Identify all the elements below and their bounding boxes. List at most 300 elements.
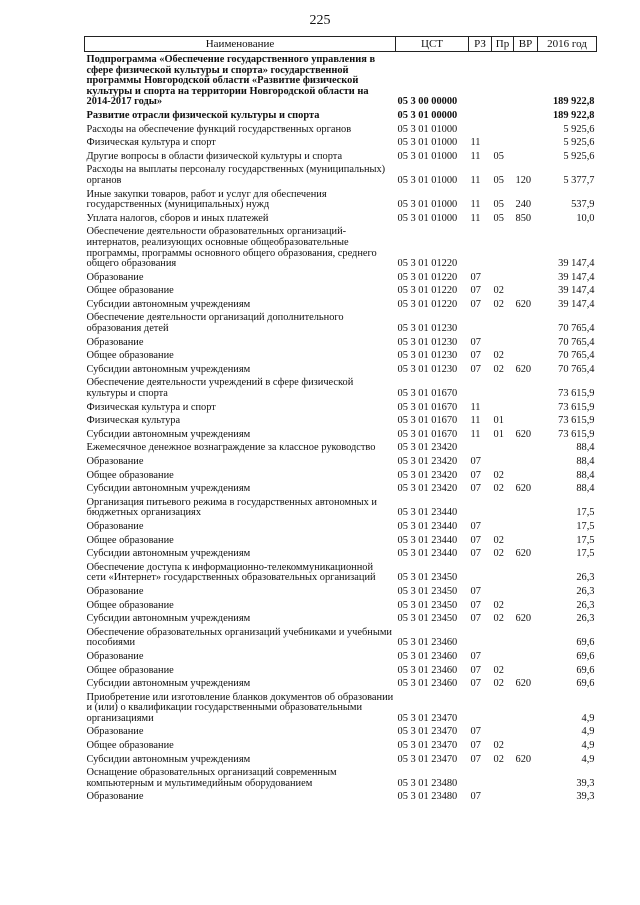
row-vr — [514, 441, 538, 455]
table-row — [85, 123, 597, 137]
row-name: Оснащение образовательных организаций современным компьютерным и мультимедийным оборудованием — [86, 767, 337, 789]
row-value: 17,5 — [576, 520, 595, 532]
row-value: 88,4 — [576, 456, 595, 467]
table-row — [85, 790, 597, 804]
row-cst: 05 3 01 23420 — [397, 456, 458, 467]
row-vr — [514, 336, 538, 350]
row-pr — [492, 496, 514, 520]
row-vr — [514, 150, 538, 164]
row-name: Ежемесячное денежное вознаграждение за классное руководство — [86, 442, 376, 454]
row-vr — [514, 455, 538, 469]
row-cst: 05 3 01 23440 — [397, 534, 458, 546]
row-rz: 07 — [470, 664, 481, 676]
row-cst: 05 3 01 23440 — [397, 520, 458, 532]
row-value: 69,6 — [576, 650, 595, 662]
row-name: Приобретение или изготовление бланков документов об образовании и (или) о квалификации государственными образовательными организациями — [86, 691, 394, 724]
table-row — [85, 626, 597, 650]
row-pr: 05 — [493, 150, 504, 162]
row-name: Уплата налогов, сборов и иных платежей — [86, 212, 269, 224]
row-cst: 05 3 01 01670 — [397, 401, 458, 413]
row-cst: 05 3 01 01220 — [397, 271, 458, 283]
row-pr: 01 — [493, 415, 504, 427]
row-vr: 240 — [515, 199, 532, 211]
header-pr: Пр — [492, 37, 514, 52]
row-cst: 05 3 01 01670 — [397, 388, 458, 400]
row-vr — [514, 790, 538, 804]
row-name: Общее образование — [86, 350, 174, 362]
row-value: 73 615,9 — [558, 401, 595, 413]
row-vr — [514, 109, 538, 123]
row-name: Общее образование — [86, 740, 174, 752]
row-value: 70 765,4 — [558, 350, 595, 362]
row-pr — [492, 626, 514, 650]
table-row — [85, 428, 597, 442]
row-value: 5 925,6 — [563, 150, 595, 162]
row-vr: 620 — [515, 613, 532, 625]
row-cst: 05 3 01 23470 — [397, 726, 458, 738]
row-pr — [492, 225, 514, 270]
row-cst: 05 3 01 23450 — [397, 585, 458, 597]
row-pr — [492, 401, 514, 415]
row-vr — [514, 225, 538, 270]
row-value: 189 922,8 — [552, 109, 595, 121]
row-vr — [514, 52, 538, 109]
row-vr — [514, 766, 538, 790]
row-value: 4,9 — [581, 740, 595, 752]
row-rz: 07 — [470, 548, 481, 560]
row-vr — [514, 349, 538, 363]
table-row — [85, 739, 597, 753]
row-pr: 02 — [493, 350, 504, 362]
row-cst: 05 3 01 01000 — [397, 123, 458, 135]
row-name: Физическая культура — [86, 415, 181, 427]
row-rz: 11 — [470, 199, 481, 211]
row-vr — [514, 739, 538, 753]
row-rz: 11 — [470, 137, 481, 149]
row-vr: 620 — [515, 548, 532, 560]
row-rz: 07 — [470, 791, 481, 803]
row-cst: 05 3 01 23450 — [397, 599, 458, 611]
row-pr — [492, 376, 514, 400]
row-value: 69,6 — [576, 664, 595, 676]
table-row — [85, 691, 597, 726]
row-rz — [469, 496, 492, 520]
row-name: Образование — [86, 271, 144, 283]
row-vr: 620 — [515, 678, 532, 690]
row-value: 73 615,9 — [558, 415, 595, 427]
row-rz — [469, 311, 492, 335]
row-rz: 11 — [470, 150, 481, 162]
row-vr — [514, 401, 538, 415]
row-rz: 07 — [470, 753, 481, 765]
row-pr: 02 — [493, 534, 504, 546]
row-value: 39 147,4 — [558, 271, 595, 283]
row-rz: 07 — [470, 585, 481, 597]
row-pr: 05 — [493, 199, 504, 211]
row-cst: 05 3 01 01000 — [397, 199, 458, 211]
row-value: 10,0 — [576, 212, 595, 224]
row-value: 88,4 — [576, 442, 595, 454]
row-value: 26,3 — [576, 585, 595, 597]
row-rz: 07 — [470, 613, 481, 625]
row-vr — [514, 534, 538, 548]
table-row — [85, 349, 597, 363]
row-cst: 05 3 01 23440 — [397, 548, 458, 560]
row-pr: 02 — [493, 363, 504, 375]
row-vr: 850 — [515, 212, 532, 224]
table-row — [85, 298, 597, 312]
row-rz — [469, 225, 492, 270]
row-cst: 05 3 01 23420 — [397, 469, 458, 481]
row-name: Обеспечение деятельности образовательных организаций-интернатов, реализующих основные общеобразовательные программы, программы основного общего образования, среднего общего образования — [86, 226, 377, 270]
row-vr — [514, 469, 538, 483]
row-value: 4,9 — [581, 753, 595, 765]
row-rz: 11 — [470, 428, 481, 440]
row-vr — [514, 414, 538, 428]
table-row — [85, 612, 597, 626]
row-pr — [492, 271, 514, 285]
table-row — [85, 401, 597, 415]
row-pr: 05 — [493, 212, 504, 224]
header-rz: РЗ — [469, 37, 492, 52]
row-cst: 05 3 01 01000 — [397, 150, 458, 162]
row-rz: 07 — [470, 740, 481, 752]
table-row — [85, 284, 597, 298]
row-value: 39 147,4 — [558, 298, 595, 310]
row-cst: 05 3 01 23470 — [397, 753, 458, 765]
header-name: Наименование — [85, 37, 396, 52]
row-pr: 02 — [493, 548, 504, 560]
row-name: Физическая культура и спорт — [86, 137, 216, 149]
row-cst: 05 3 01 01000 — [397, 174, 458, 186]
row-cst: 05 3 01 01220 — [397, 258, 458, 270]
row-vr — [514, 376, 538, 400]
row-name: Субсидии автономным учреждениям — [86, 428, 251, 440]
row-pr — [492, 691, 514, 726]
row-name: Образование — [86, 456, 144, 467]
table-row — [85, 585, 597, 599]
row-name: Субсидии автономным учреждениям — [86, 753, 251, 765]
row-value: 69,6 — [576, 678, 595, 690]
row-vr — [514, 664, 538, 678]
row-cst: 05 3 01 01230 — [397, 350, 458, 362]
row-rz: 11 — [470, 212, 481, 224]
row-rz — [469, 561, 492, 585]
row-name: Обеспечение образовательных организаций учебниками и учебными пособиями — [86, 626, 392, 649]
row-value: 5 925,6 — [563, 137, 595, 149]
row-pr — [492, 520, 514, 534]
row-vr — [514, 585, 538, 599]
row-pr: 02 — [493, 664, 504, 676]
table-row — [85, 547, 597, 561]
budget-table — [84, 36, 597, 804]
row-vr: 620 — [515, 483, 532, 495]
row-pr: 02 — [493, 678, 504, 690]
row-name: Физическая культура и спорт — [86, 401, 216, 413]
row-pr — [492, 311, 514, 335]
table-row — [85, 677, 597, 691]
table-row — [85, 650, 597, 664]
row-name: Субсидии автономным учреждениям — [86, 363, 251, 375]
row-cst: 05 3 01 00000 — [397, 109, 458, 121]
row-name: Организация питьевого режима в государственных автономных и бюджетных организациях — [86, 496, 377, 519]
row-rz: 07 — [470, 678, 481, 690]
row-vr — [514, 599, 538, 613]
row-name: Общее образование — [86, 534, 174, 546]
row-value: 26,3 — [576, 613, 595, 625]
row-value: 70 765,4 — [558, 323, 595, 335]
row-name: Субсидии автономным учреждениям — [86, 298, 251, 310]
row-value: 88,4 — [576, 469, 595, 481]
row-rz: 07 — [470, 534, 481, 546]
row-pr — [492, 123, 514, 137]
row-pr — [492, 336, 514, 350]
row-rz: 07 — [470, 520, 481, 532]
row-vr: 620 — [515, 363, 532, 375]
row-vr: 620 — [515, 428, 532, 440]
row-vr — [514, 650, 538, 664]
table-row — [85, 441, 597, 455]
row-value: 189 922,8 — [552, 96, 595, 108]
row-pr: 02 — [493, 469, 504, 481]
row-vr — [514, 271, 538, 285]
row-cst: 05 3 01 01230 — [397, 323, 458, 335]
row-rz — [469, 626, 492, 650]
row-cst: 05 3 01 23450 — [397, 613, 458, 625]
row-name: Другие вопросы в области физической культуры и спорта — [86, 150, 343, 162]
row-pr — [492, 52, 514, 109]
row-rz: 07 — [470, 483, 481, 495]
row-pr: 02 — [493, 740, 504, 752]
row-name: Общее образование — [86, 599, 174, 611]
row-cst: 05 3 01 23450 — [397, 572, 458, 584]
row-rz: 07 — [470, 350, 481, 362]
row-rz — [469, 52, 492, 109]
row-cst: 05 3 01 23470 — [397, 740, 458, 752]
row-rz — [469, 376, 492, 400]
row-cst: 05 3 01 23460 — [397, 637, 458, 649]
row-name: Субсидии автономным учреждениям — [86, 548, 251, 560]
row-name: Развитие отрасли физической культуры и спорта — [86, 109, 320, 121]
row-name: Субсидии автономным учреждениям — [86, 483, 251, 495]
row-vr — [514, 496, 538, 520]
row-cst: 05 3 00 00000 — [397, 96, 458, 108]
table-row — [85, 188, 597, 212]
table-row — [85, 136, 597, 150]
row-rz: 07 — [470, 599, 481, 611]
row-cst: 05 3 01 01230 — [397, 336, 458, 348]
row-pr: 02 — [493, 753, 504, 765]
table-row — [85, 496, 597, 520]
table-row — [85, 376, 597, 400]
table-row — [85, 311, 597, 335]
row-cst: 05 3 01 23440 — [397, 507, 458, 519]
row-pr: 01 — [493, 428, 504, 440]
header-year: 2016 год — [538, 37, 597, 52]
row-cst: 05 3 01 23460 — [397, 650, 458, 662]
row-pr: 02 — [493, 298, 504, 310]
row-pr: 05 — [493, 174, 504, 186]
row-rz: 07 — [470, 469, 481, 481]
row-pr — [492, 725, 514, 739]
row-rz: 07 — [470, 650, 481, 662]
row-pr: 02 — [493, 613, 504, 625]
row-cst: 05 3 01 01220 — [397, 285, 458, 297]
row-cst: 05 3 01 01670 — [397, 428, 458, 440]
row-name: Иные закупки товаров, работ и услуг для обеспечения государственных (муниципальных) нужд — [86, 188, 327, 211]
row-cst: 05 3 01 23420 — [397, 483, 458, 495]
row-cst: 05 3 01 23480 — [397, 791, 458, 803]
table-header-row — [85, 37, 597, 52]
row-rz: 07 — [470, 298, 481, 310]
row-value: 26,3 — [576, 572, 595, 584]
table-row — [85, 469, 597, 483]
table-row — [85, 482, 597, 496]
row-pr — [492, 650, 514, 664]
row-rz: 07 — [470, 726, 481, 738]
row-pr — [492, 136, 514, 150]
row-name: Образование — [86, 520, 144, 532]
table-row — [85, 271, 597, 285]
row-value: 88,4 — [576, 483, 595, 495]
row-pr: 02 — [493, 599, 504, 611]
table-row — [85, 163, 597, 187]
row-value: 17,5 — [576, 507, 595, 519]
table-row — [85, 520, 597, 534]
row-value: 73 615,9 — [558, 388, 595, 400]
row-rz — [469, 123, 492, 137]
row-rz — [469, 441, 492, 455]
row-cst: 05 3 01 01220 — [397, 298, 458, 310]
row-value: 39,3 — [576, 777, 595, 789]
row-cst: 05 3 01 23420 — [397, 442, 458, 454]
table-row — [85, 664, 597, 678]
row-rz: 07 — [470, 336, 481, 348]
row-pr — [492, 561, 514, 585]
table-row — [85, 766, 597, 790]
table-row — [85, 225, 597, 270]
table-row — [85, 561, 597, 585]
row-value: 5 925,6 — [563, 123, 595, 135]
row-vr — [514, 123, 538, 137]
row-cst: 05 3 01 01000 — [397, 137, 458, 149]
row-name: Образование — [86, 726, 144, 738]
row-vr — [514, 284, 538, 298]
row-value: 17,5 — [576, 548, 595, 560]
row-vr — [514, 626, 538, 650]
row-rz: 11 — [470, 401, 481, 413]
row-name: Общее образование — [86, 664, 174, 676]
row-rz: 11 — [470, 415, 481, 427]
table-row — [85, 212, 597, 226]
row-rz: 07 — [470, 363, 481, 375]
table-row — [85, 363, 597, 377]
table-row — [85, 455, 597, 469]
row-rz: 07 — [470, 456, 481, 467]
row-value: 39,3 — [576, 791, 595, 803]
row-value: 4,9 — [581, 726, 595, 738]
table-row — [85, 336, 597, 350]
row-cst: 05 3 01 23470 — [397, 712, 458, 724]
row-pr — [492, 441, 514, 455]
row-cst: 05 3 01 01670 — [397, 415, 458, 427]
row-rz: 07 — [470, 271, 481, 283]
row-name: Расходы на обеспечение функций государственных органов — [86, 123, 352, 135]
row-name: Обеспечение деятельности организаций дополнительного образования детей — [86, 312, 344, 335]
row-vr — [514, 136, 538, 150]
table-row — [85, 52, 597, 109]
row-pr — [492, 790, 514, 804]
row-pr — [492, 766, 514, 790]
row-value: 73 615,9 — [558, 428, 595, 440]
row-name: Подпрограмма «Обеспечение государственного управления в сфере физической культуры и спорта» государственной программы Новгородской области «Развитие физической культуры и спорта на территории Новгородской области на 2014-2017 годы» — [86, 54, 376, 108]
row-value: 4,9 — [581, 712, 595, 724]
page-number: 225 — [309, 13, 331, 28]
row-vr — [514, 520, 538, 534]
row-name: Обеспечение доступа к информационно-телекоммуникационной сети «Интернет» государственных образовательных организаций — [86, 561, 376, 584]
row-name: Образование — [86, 791, 144, 803]
row-cst: 05 3 01 23480 — [397, 777, 458, 789]
row-value: 537,9 — [571, 199, 595, 211]
row-vr — [514, 561, 538, 585]
row-rz — [469, 691, 492, 726]
row-value: 70 765,4 — [558, 336, 595, 348]
row-vr — [514, 311, 538, 335]
table-row — [85, 150, 597, 164]
table-row — [85, 753, 597, 767]
header-vr: ВР — [514, 37, 538, 52]
row-name: Образование — [86, 336, 144, 348]
row-cst: 05 3 01 01000 — [397, 212, 458, 224]
row-rz: 07 — [470, 285, 481, 297]
row-name: Образование — [86, 650, 144, 662]
row-pr: 02 — [493, 483, 504, 495]
row-name: Расходы на выплаты персоналу государственных (муниципальных) органов — [86, 164, 386, 186]
row-pr: 02 — [493, 285, 504, 297]
row-value: 26,3 — [576, 599, 595, 611]
row-value: 70 765,4 — [558, 363, 595, 375]
row-name: Общее образование — [86, 285, 174, 297]
table-row — [85, 109, 597, 123]
row-rz — [469, 766, 492, 790]
row-pr — [492, 109, 514, 123]
row-pr — [492, 585, 514, 599]
row-rz: 11 — [470, 174, 481, 186]
row-value: 39 147,4 — [558, 258, 595, 270]
row-vr: 120 — [515, 174, 532, 186]
row-value: 5 377,7 — [563, 174, 595, 186]
row-name: Общее образование — [86, 469, 174, 481]
row-vr — [514, 691, 538, 726]
row-value: 69,6 — [576, 637, 595, 649]
row-name: Субсидии автономным учреждениям — [86, 678, 251, 690]
row-name: Образование — [86, 585, 144, 597]
row-cst: 05 3 01 23460 — [397, 678, 458, 690]
row-name: Субсидии автономным учреждениям — [86, 613, 251, 625]
row-cst: 05 3 01 23460 — [397, 664, 458, 676]
table-row — [85, 534, 597, 548]
row-vr: 620 — [515, 298, 532, 310]
row-name: Обеспечение деятельности учреждений в сфере физической культуры и спорта — [86, 377, 354, 400]
row-vr: 620 — [515, 753, 532, 765]
row-rz — [469, 109, 492, 123]
table-row — [85, 414, 597, 428]
row-vr — [514, 725, 538, 739]
row-pr — [492, 455, 514, 469]
row-value: 17,5 — [576, 534, 595, 546]
row-cst: 05 3 01 01230 — [397, 363, 458, 375]
table-row — [85, 599, 597, 613]
